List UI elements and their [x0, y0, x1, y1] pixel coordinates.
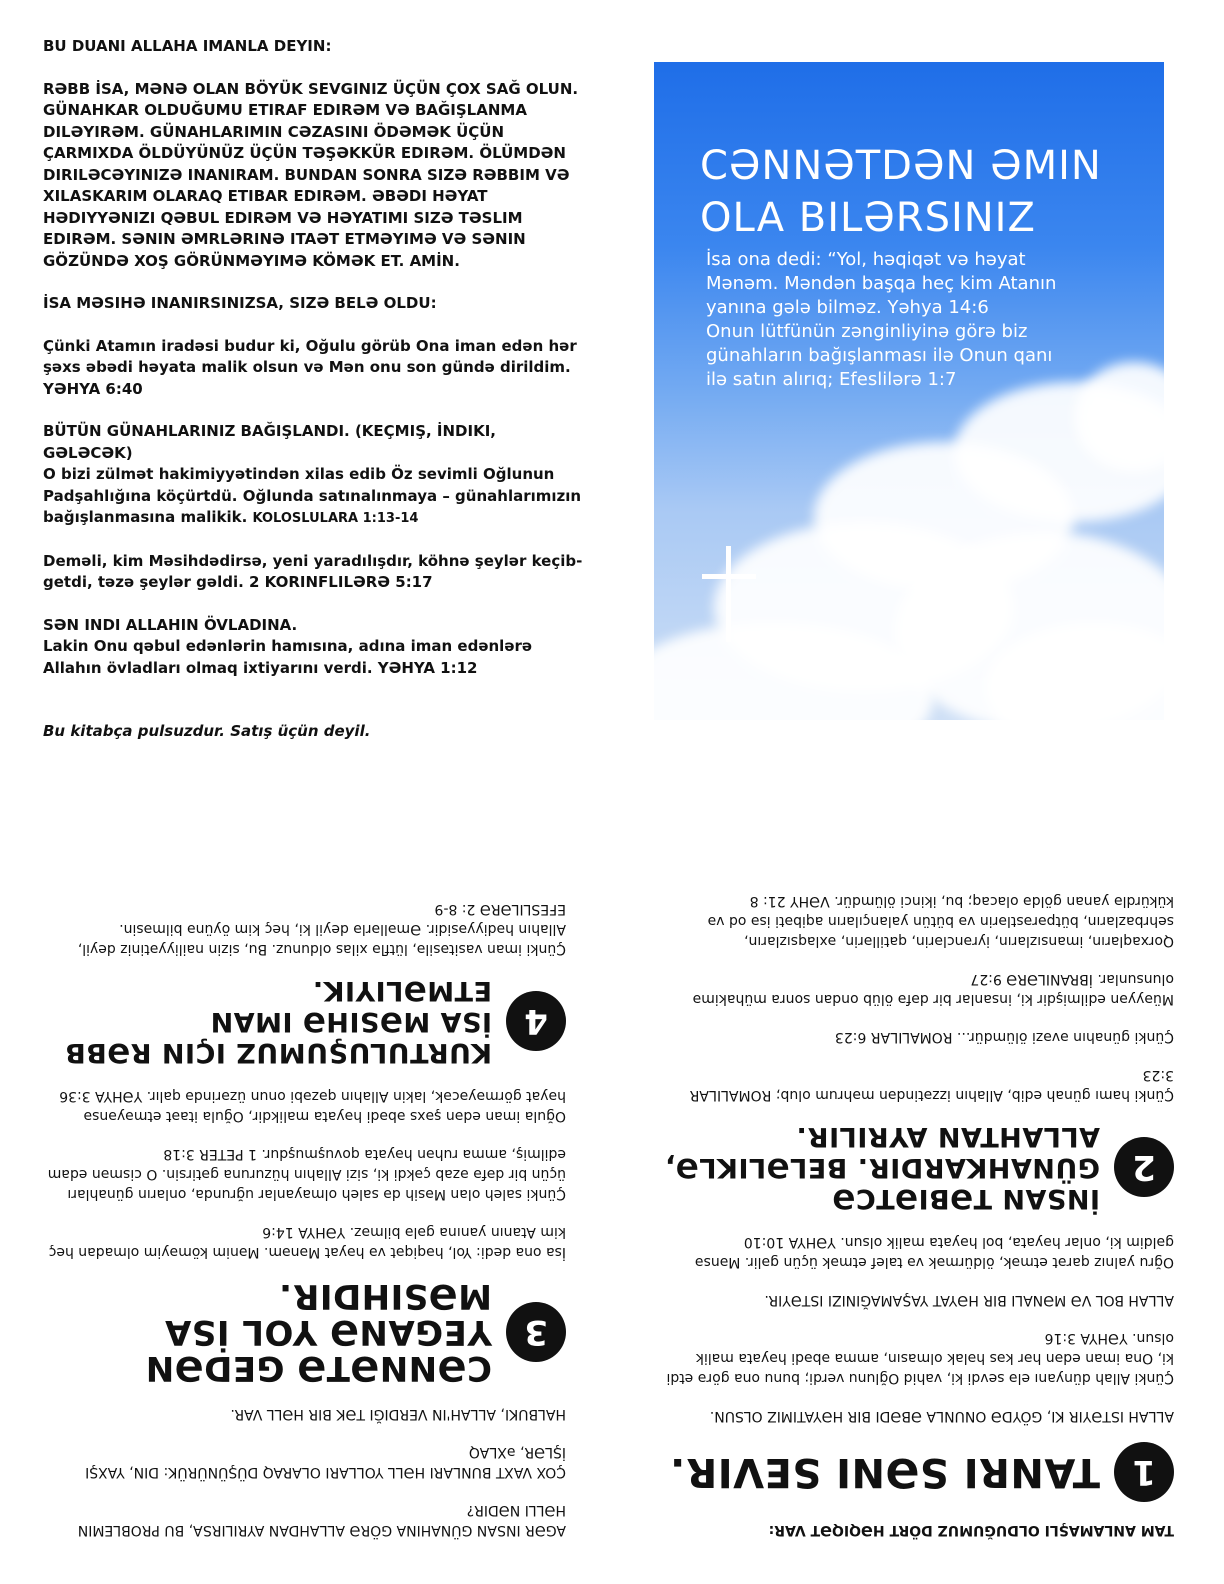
panel-truths-3-4 — [40, 840, 566, 1540]
truth-2-title: İNSAN TƏBIƏTCƏ GÜNAHKARDIR. BELƏLIKLƏ, ALLAHTAN AYRILIR. — [664, 1121, 1100, 1214]
prayer-text: RƏBB İSA, MƏNƏ OLAN BÖYÜK SEVGINIZ ÜÇÜN ÇOX SAĞ OLUN. GÜNAHKAR OLDUĞUMU ETIRAF EDIRƏM VƏ BAĞIŞLANMA DILƏYIRƏM. GÜNAHLARIMIN CƏZASINI ÖDƏMƏK ÜÇÜN ÇARMIXDA ÖLDÜYÜNÜZ ÜÇÜN TƏŞƏKKÜR EDIRƏM. ÖLÜMDƏN DIRILƏCƏYINIZƏ INANIRAM. BUNDAN SONRA SIZƏ RƏBBIM VƏ XILASKARIM OLARAQ ETIBAR EDIRƏM. ƏBƏDI HƏYAT HƏDIYYƏNIZI QƏBUL EDIRƏM VƏ HƏYATIMI SIZƏ TƏSLIM EDIRƏM. SƏNIN ƏMRLƏRINƏ ITAƏT ETMƏYIMƏ VƏ SƏNIN GÖZÜNDƏ XOŞ GÖRÜNMƏYIMƏ KÖMƏK ET. AMİN. — [43, 79, 579, 270]
verse-john-10-10: Oğru yalnız qarət etmək, öldürmək və talef etmək üçün gəlir. Mənsə gəldim ki, onlar həyata, bol həyata malik olsun. YƏHYA 10:10 — [694, 1234, 1174, 1270]
truth-3-heading — [40, 1278, 566, 1386]
cross-icon — [702, 546, 756, 642]
free-note: Bu kitabça pulsuzdur. Satış üçün deyil. — [43, 722, 371, 740]
truth-1-heading — [654, 1442, 1174, 1502]
truth-3-title: CƏNNƏTƏ GEDƏN YEGANƏ YOL İSA MƏSIHDIR. — [145, 1276, 492, 1388]
forgiven-heading: BÜTÜN GÜNAHLARINIZ BAĞIŞLANDI. (KEÇMIŞ, İNDIKI, GƏLƏCƏK) — [43, 422, 496, 462]
believe-heading: İSA MƏSIHƏ INANIRSINIZSA, SIZƏ BELƏ OLDU: — [43, 294, 437, 312]
cover-line: günahların bağışlanması ilə Onun qanı — [706, 345, 1053, 366]
verse-colossians-ref: KOLOSLULARA 1:13-14 — [252, 511, 419, 526]
verse-john-6-40: Çünki Atamın iradəsi budur ki, Oğulu görüb Ona iman edən hər şəxs əbədi həyata malik olsun və Mən onu son gündə dirildim. YƏHYA 6:40 — [43, 336, 577, 398]
cover-line: Onun lütfünün zənginliyinə görə biz — [706, 321, 1028, 342]
truth-1-number: 1 — [1114, 1442, 1174, 1502]
solution-ways: ÇOX VAXT BUNLARI HƏLL YOLLARI OLARAQ DÜŞÜNÜRÜK: DIN, YAXŞI İŞLƏR, əXLAQ — [85, 1444, 566, 1480]
verse-1-peter-3-18: Çünki saleh olan Məsih də saleh olmayanlar uğrunda, onların günahları üçün bir dəfə əzab çəkdi ki, sizi Allahın hüzuruna gətirsin. O cismən edam edilmiş, amma ruhən həyata qovuşmuşdur. 1 PETER 3:18 — [47, 1146, 566, 1202]
cover-line: ilə satın alırıq; Efeslilərə 1:7 — [706, 369, 957, 390]
verse-2-corinthians: Deməli, kim Məsihdədirsə, yeni yaradılışdır, köhnə şeylər keçib-getdi, təzə şeylər gəldi. 2 KORINFLILƏRƏ 5:17 — [43, 551, 583, 591]
truths-intro: TAM ANLAMAŞLI OLDUĞUMUZ DÖRT HƏQIQƏT VAR: — [768, 1522, 1174, 1538]
verse-john-3-36: Oğula iman edən şəxs əbədi həyata malikdir, Oğula itaət etməyənsə həyat görməyəcək, lakin Allahın qəzəbi onun üzərində qalır. YƏHYA 3:36 — [59, 1088, 566, 1124]
verse-romans-3-23: Çünki hamı günah edib, Allahın izzətindən məhrum olub; ROMALILAR 3:23 — [689, 1067, 1174, 1103]
truth-4-heading — [40, 975, 566, 1068]
forgiven-block — [43, 421, 583, 530]
child-heading: SƏN INDI ALLAHIN ÖVLADINA. — [43, 615, 298, 634]
verse-romans-6-23: Çünki günahın əvəzi ölümdür... ROMALILAR 6:23 — [834, 1029, 1174, 1045]
child-block — [43, 615, 583, 680]
truth-2-number: 2 — [1114, 1138, 1174, 1198]
prayer-page — [43, 36, 583, 764]
cover-verses — [706, 248, 1126, 392]
prayer-intro: BU DUANI ALLAHA IMANLA DEYIN: — [43, 37, 332, 55]
truth-1-title: TANRI SƏNI SEVIR. — [669, 1449, 1100, 1495]
cover-image — [654, 62, 1164, 720]
cover-line: Mənəm. Məndən başqa heç kim Atanın — [706, 273, 1057, 294]
verse-colossians: O bizi zülmət hakimiyyətindən xilas edib Öz sevimli Oğlunun Padşahlığına köçürtdü. Oğlunda satınalınmaya – günahlarımızın bağışlanmasına malikik. — [43, 465, 582, 526]
truth-3-number: 3 — [506, 1302, 566, 1362]
verse-john-1-12: Lakin Onu qəbul edənlərin hamısına, adına iman edənlərə Allahın övladları olmaq ixtiyarını verdi. YƏHYA 1:12 — [43, 637, 533, 677]
cover-title — [700, 140, 1140, 244]
cover-line: yanına gələ bilməz. Yəhya 14:6 — [706, 297, 989, 318]
cover-line: İsa ona dedi: “Yol, həqiqət və həyat — [706, 249, 1026, 270]
truth-1-point-1: ALLAH ISTƏYIR KI, GÖYDƏ ONUNLA ƏBƏDI BIR HƏYATIMIZ OLSUN. — [709, 1408, 1174, 1424]
verse-john-14-6: İsa ona dedi: Yol, həqiqət və həyat Mənəm. Mənim köməyim olmadan heç kim Atanın yanına gələ bilməz. YƏHYA 14:6 — [48, 1224, 566, 1260]
cover-title-line-2: OLA BILƏRSINIZ — [700, 195, 1036, 241]
truth-1-point-2: ALLAH BOL VƏ MƏNALI BIR HƏYAT YAŞAMAĞINIZI ISTƏYIR. — [764, 1292, 1174, 1308]
truth-4-number: 4 — [506, 992, 566, 1052]
verse-ephesians-2-8: Çünki iman vasitəsilə, lütflə xilas oldunuz. Bu, sizin nailiyyətiniz deyil, Allahın hədiyyəsidir. Əməllərlə deyil ki, heç kim öyünə bilməsin. EFESLILƏRƏ 2: 8-9 — [77, 901, 566, 957]
verse-revelation-21-8: Qorxaqların, imansızların, iyrənclərin, qatillərin, əxlaqsızların, sehrbazların, bütpərəstlərin və bütün yalançıların aqibəti isə od və kükürdlə yanan göldə olacaq; bu, ikinci ölümdür. VƏHY 21: 8 — [707, 893, 1174, 949]
truth-4-title: KURTULUŞUMUZ IÇIN RƏBB İSA MƏSIHƏ IMAN ETMƏLIYIK. — [64, 975, 492, 1068]
verse-john-3-16: Çünki Allah dünyanı elə sevdi ki, vahid Oğlunu verdi; bunu ona görə etdi ki, Ona iman edən hər kəs həlak olmasın, amma əbədi həyata malik olsun. YƏHYA 3:16 — [666, 1330, 1174, 1386]
cover-title-line-1: CƏNNƏTDƏN ƏMIN — [700, 143, 1102, 189]
panel-truths-1-2 — [654, 850, 1174, 1540]
truth-2-heading — [654, 1121, 1174, 1214]
solution-question: AGƏR INSAN GÜNAHINA GÖRƏ ALLAHDAN AYRILIRSA, BU PROBLEMIN HƏLLI NƏDIR? — [77, 1502, 566, 1538]
verse-hebrews-9-27: Müəyyən edilmişdir ki, insanlar bir dəfə ölüb ondan sonra mühakimə olunsunlar. İBRANILƏRƏ 9:27 — [692, 971, 1174, 1007]
solution-however: HALBUKI, ALLAH'IN VERDIĞI TƏK BIR HƏLL VAR. — [230, 1406, 566, 1422]
